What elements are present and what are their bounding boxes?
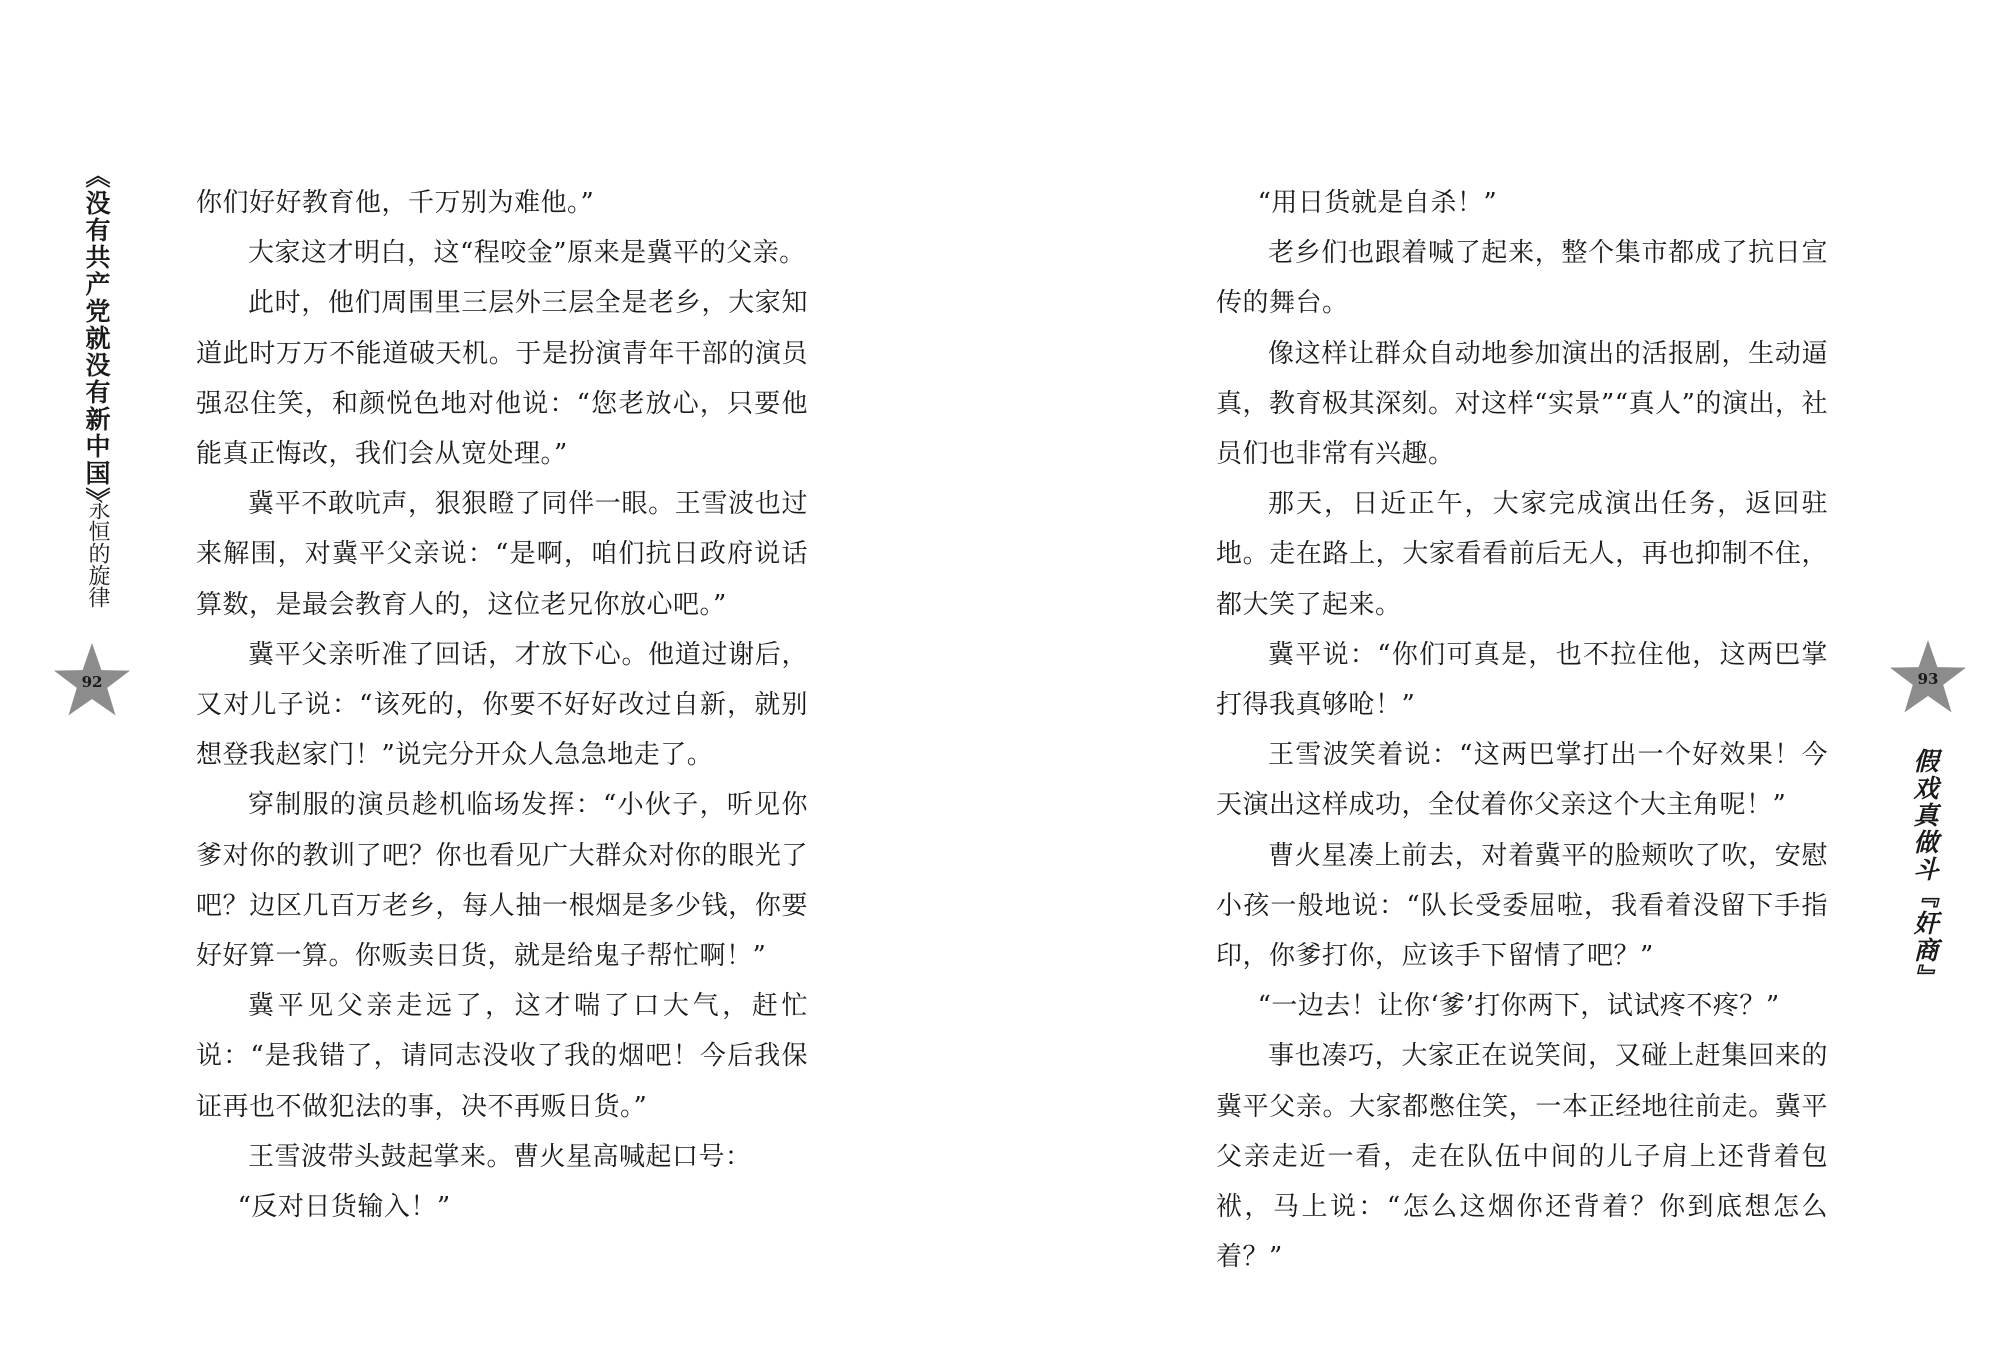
section-title-running-head: 永恒的旋律	[85, 498, 110, 608]
paragraph: “一边去！让你‘爹’打你两下，试试疼不疼？”	[1257, 991, 1780, 1022]
book-title-running-head: 《没有共产党就没有新中国》	[82, 163, 111, 514]
paragraph: “反对日货输入！”	[237, 1192, 451, 1223]
paragraph: 老乡们也跟着喊了起来，整个集市都成了抗日宣传的舞台。	[1216, 238, 1828, 319]
paragraph: 冀平说：“你们可真是，也不拉住他，这两巴掌打得我真够呛！”	[1216, 639, 1828, 721]
paragraph: 曹火星凑上前去，对着冀平的脸颊吹了吹，安慰小孩一般地说：“队长受委屈啦，我看着没留下手指印，你爹打你，应该手下留情了吧？”	[1216, 840, 1828, 972]
paragraph: 大家这才明白，这“程咬金”原来是冀平的父亲。	[248, 238, 806, 269]
right-page-body	[1216, 178, 1828, 1282]
paragraph: 穿制服的演员趁机临场发挥：“小伙子，听见你爹对你的教训了吧？你也看见广大群众对你的眼光了吧？边区几百万老乡，每人抽一根烟是多少钱，你要好好算一算。你贩卖日货，就是给鬼子帮忙啊！”	[196, 790, 808, 972]
paragraph: 冀平父亲听准了回话，才放下心。他道过谢后，又对儿子说：“该死的，你要不好好改过自新，就别想登我赵家门！”说完分开众人急急地走了。	[196, 639, 808, 771]
paragraph: 冀平不敢吭声，狠狠瞪了同伴一眼。王雪波也过来解围，对冀平父亲说：“是啊，咱们抗日政府说话算数，是最会教育人的，这位老兄你放心吧。”	[196, 489, 808, 620]
page-number-star-left	[52, 643, 132, 719]
page-number: 93	[1917, 670, 1939, 688]
paragraph: 冀平见父亲走远了，这才喘了口大气，赶忙说：“是我错了，请同志没收了我的烟吧！今后我保证再也不做犯法的事，决不再贩日货。”	[196, 991, 808, 1122]
paragraph: 事也凑巧，大家正在说笑间，又碰上赶集回来的冀平父亲。大家都憋住笑，一本正经地往前走。冀平父亲走近一看，走在队伍中间的儿子肩上还背着包袱，马上说：“怎么这烟你还背着？你到底想怎么着？”	[1216, 1041, 1828, 1273]
page-number: 92	[81, 673, 103, 691]
paragraph: 你们好好教育他，千万别为难他。”	[196, 188, 595, 218]
paragraph: 那天，日近正午，大家完成演出任务，返回驻地。走在路上，大家看看前后无人，再也抑制不住，都大笑了起来。	[1216, 489, 1828, 620]
paragraph: 王雪波带头鼓起掌来。曹火星高喊起口号：	[248, 1141, 752, 1172]
paragraph: 像这样让群众自动地参加演出的活报剧，生动逼真，教育极其深刻。对这样“实景”“真人”的演出，社员们也非常有兴趣。	[1216, 338, 1828, 470]
chapter-title-running-head: 假戏真做斗『奸商』	[1910, 748, 1939, 991]
paragraph: 王雪波笑着说：“这两巴掌打出一个好效果！今天演出这样成功，全仗着你父亲这个大主角呢！”	[1216, 740, 1828, 821]
page-number-star-right	[1888, 640, 1968, 716]
right-page	[1000, 0, 2000, 1352]
paragraph: 此时，他们周围里三层外三层全是老乡，大家知道此时万万不能道破天机。于是扮演青年干部的演员强忍住笑，和颜悦色地对他说：“您老放心，只要他能真正悔改，我们会从宽处理。”	[196, 288, 808, 470]
paragraph: “用日货就是自杀！”	[1257, 188, 1498, 218]
left-page-body	[196, 178, 808, 1232]
